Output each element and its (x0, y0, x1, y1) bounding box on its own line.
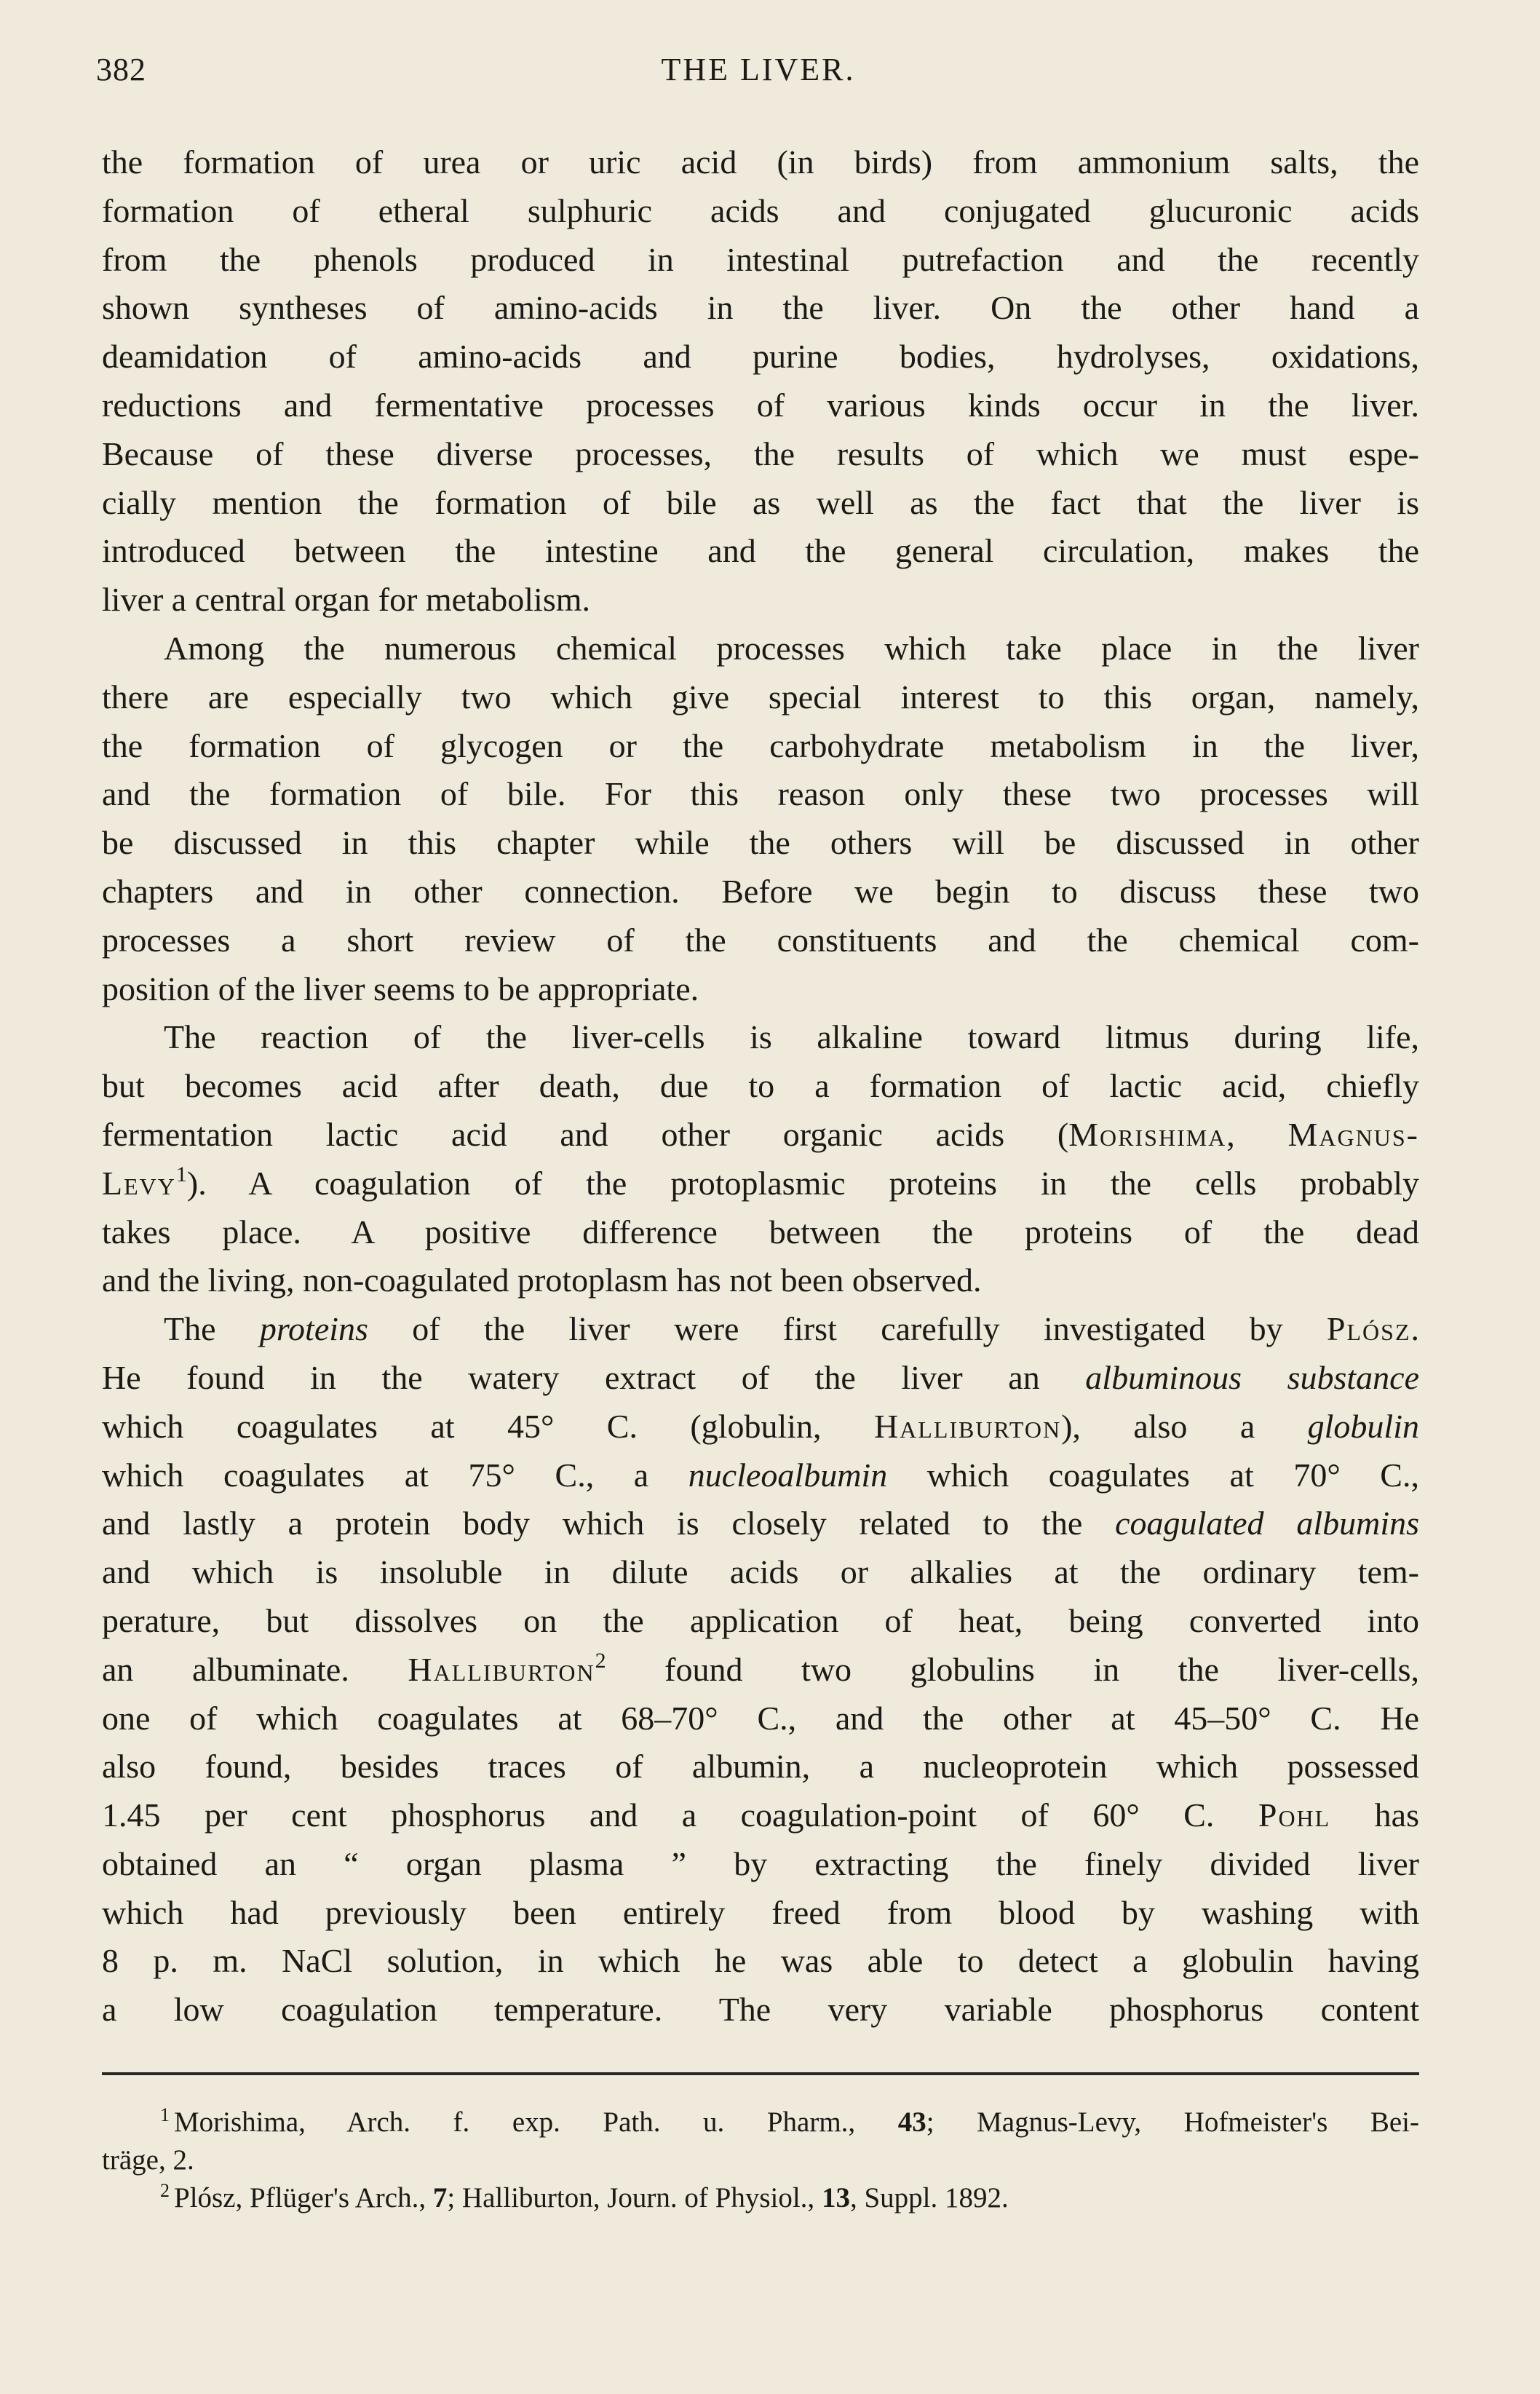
footnote-line: träge, 2. (102, 2144, 194, 2176)
text-line: also found, besides traces of albumin, a nucleoprotein which possessed (102, 1748, 1419, 1785)
text-run: which coagulates at 75° C., a (102, 1456, 688, 1494)
text-line (102, 1646, 1419, 1695)
text-run: which coagulates at 45° C. (globulin, (102, 1407, 874, 1445)
text-line: chapters and in other connection. Before we begin to discuss these two (102, 872, 1419, 910)
text-run: and lastly a protein body which is closely related to the (102, 1505, 1116, 1542)
text-line: deamidation of amino-acids and purine bodies, hydrolyses, oxidations, (102, 338, 1419, 376)
italic-term: albuminous substance (1085, 1358, 1419, 1396)
text-run: fermentation lactic acid and other organic acids ( (102, 1115, 1069, 1153)
text-line: position of the liver seems to be appropriate. (102, 970, 699, 1007)
author-name: Magnus- (1287, 1115, 1419, 1153)
text-line: be discussed in this chapter while the others will be discussed in other (102, 824, 1419, 862)
text-line: there are especially two which give special interest to this organ, namely, (102, 678, 1419, 716)
paragraph-4 (102, 1305, 1419, 2034)
footnotes (102, 2104, 1419, 2217)
text-line: which had previously been entirely freed from blood by washing with (102, 1893, 1419, 1931)
text-run: an albuminate. (102, 1650, 408, 1688)
text-line: processes a short review of the constituents and the chemical com- (102, 921, 1419, 959)
footnote-2 (102, 2179, 1419, 2217)
text-run: He found in the watery extract of the liver an (102, 1358, 1086, 1396)
footnote-ref: 2 (595, 1648, 606, 1673)
volume-number: 7 (432, 2182, 448, 2213)
text-run: ; Magnus-Levy, Hofmeister's Bei- (926, 2106, 1419, 2138)
body-text (102, 138, 1419, 2034)
text-line (102, 1111, 1419, 1160)
page-number: 382 (96, 52, 146, 87)
text-line (102, 1791, 1419, 1840)
text-line: reductions and fermentative processes of various kinds occur in the liver. (102, 386, 1419, 424)
italic-term: proteins (259, 1310, 368, 1348)
text-run: ; Halliburton, Journ. of Physiol., (447, 2182, 822, 2213)
text-line: and the living, non-coagulated protoplasm has not been observed. (102, 1261, 982, 1299)
footnote-ref: 1 (175, 1162, 187, 1186)
text-run: has (1330, 1796, 1419, 1834)
text-line: and the formation of bile. For this reason only these two processes will (102, 775, 1419, 813)
text-line (102, 1403, 1419, 1451)
text-run: . (1410, 1310, 1419, 1348)
volume-number: 43 (897, 2106, 926, 2138)
text-line: shown syntheses of amino-acids in the liver. On the other hand a (102, 289, 1419, 327)
author-name: Plósz (1326, 1310, 1411, 1348)
text-line: Because of these diverse processes, the results of which we must espe- (102, 435, 1419, 472)
text-run: Plósz, Pflüger's Arch., (174, 2182, 433, 2213)
volume-number: 13 (821, 2182, 850, 2213)
text-run: which coagulates at 70° C., (887, 1456, 1419, 1494)
text-line: from the phenols produced in intestinal putrefaction and the recently (102, 240, 1419, 278)
footnote-line (102, 2104, 1419, 2141)
text-run: found two globulins in the liver-cells, (606, 1650, 1419, 1688)
italic-term: globulin (1307, 1407, 1419, 1445)
author-name: Morishima (1068, 1115, 1227, 1153)
text-line: obtained an “ organ plasma ” by extracting the finely divided liver (102, 1844, 1419, 1882)
text-line: Among the numerous chemical processes which take place in the liver (164, 629, 1419, 667)
text-line: liver a central organ for metabolism. (102, 581, 591, 619)
text-line (102, 1499, 1419, 1548)
text-line (102, 1160, 1419, 1208)
footnote-mark: 1 (160, 2104, 170, 2125)
text-line: the formation of urea or uric acid (in birds) from ammonium salts, the (102, 143, 1419, 181)
author-name: Halliburton (873, 1407, 1062, 1445)
text-run: 1.45 per cent phosphorus and a coagulation-point of 60° C. (102, 1796, 1258, 1834)
text-line: a low coagulation temperature. The very variable phosphorus content (102, 1991, 1419, 2029)
text-line: 8 p. m. NaCl solution, in which he was able to detect a globulin having (102, 1942, 1419, 1980)
text-run: ). A coagulation of the protoplasmic proteins in the cells probably (186, 1164, 1419, 1202)
text-line (102, 1451, 1419, 1500)
text-line: cially mention the formation of bile as well as the fact that the liver is (102, 483, 1419, 521)
text-run: , Suppl. 1892. (849, 2182, 1009, 2213)
text-line (102, 1305, 1419, 1354)
running-head: THE LIVER. (661, 52, 856, 87)
author-name: Halliburton (408, 1650, 595, 1688)
italic-term: coagulated albumins (1115, 1505, 1419, 1542)
footnote-1 (102, 2104, 1419, 2179)
text-line: perature, but dissolves on the application of heat, being converted into (102, 1601, 1419, 1639)
paragraph-3 (102, 1013, 1419, 1305)
text-run: ), also a (1061, 1407, 1308, 1445)
page-header (96, 51, 1421, 95)
paragraph-1 (102, 138, 1419, 625)
text-line: but becomes acid after death, due to a formation of lactic acid, chiefly (102, 1067, 1419, 1105)
text-line: formation of etheral sulphuric acids and conjugated glucuronic acids (102, 191, 1419, 229)
italic-term: nucleoalbumin (688, 1456, 888, 1494)
text-line: The reaction of the liver-cells is alkaline toward litmus during life, (164, 1018, 1419, 1056)
text-line: one of which coagulates at 68–70° C., and the other at 45–50° C. He (102, 1699, 1419, 1737)
text-line (102, 1354, 1419, 1403)
author-name: Pohl (1258, 1796, 1331, 1834)
text-line: introduced between the intestine and the general circulation, makes the (102, 532, 1419, 570)
text-line: the formation of glycogen or the carbohydrate metabolism in the liver, (102, 726, 1419, 764)
text-run: Morishima, Arch. f. exp. Path. u. Pharm., (174, 2106, 898, 2138)
text-run: The (164, 1310, 260, 1348)
text-run: of the liver were first carefully investigated by (368, 1310, 1327, 1348)
author-name: Levy (102, 1164, 176, 1202)
text-line: and which is insoluble in dilute acids or alkalies at the ordinary tem- (102, 1553, 1419, 1591)
text-run: , (1226, 1115, 1288, 1153)
footnote-mark: 2 (160, 2180, 170, 2201)
paragraph-2 (102, 625, 1419, 1013)
footnote-line (102, 2179, 1419, 2217)
footnote-rule (102, 2072, 1419, 2075)
text-line: takes place. A positive difference between the proteins of the dead (102, 1213, 1419, 1250)
